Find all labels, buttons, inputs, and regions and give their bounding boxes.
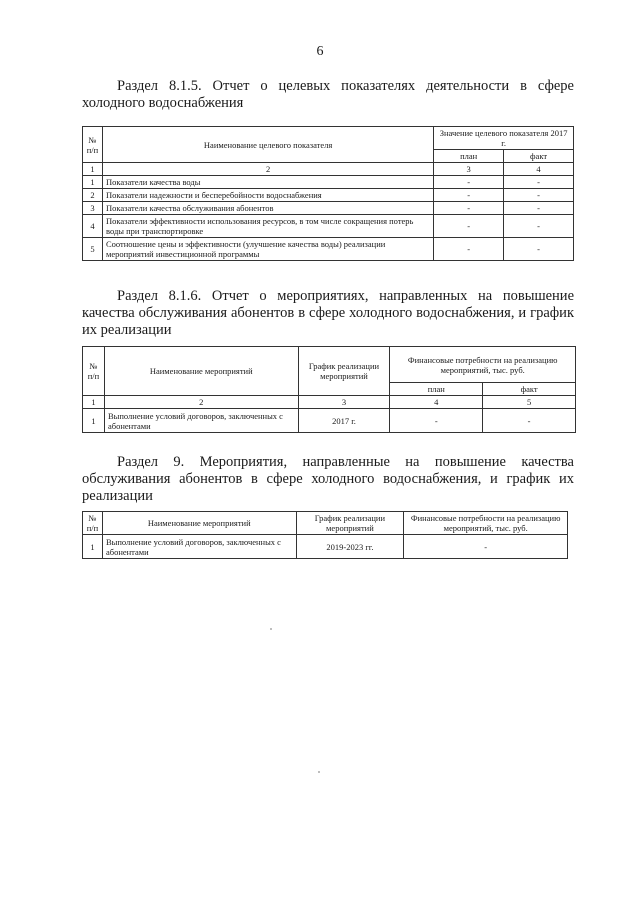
row-name: Выполнение условий договоров, заключенных с абонентами — [104, 409, 298, 433]
col-schedule-header: График реализации мероприятий — [296, 512, 404, 535]
index-cell: 4 — [390, 396, 483, 409]
col-fact-header: факт — [504, 150, 574, 163]
index-row — [83, 396, 576, 409]
row-num: 1 — [83, 409, 105, 433]
heading-line: их реализации — [82, 322, 172, 338]
index-cell: 2 — [102, 163, 433, 176]
row-fact: - — [504, 238, 574, 261]
row-name: Показатели эффективности использования ресурсов, в том числе сокращения потерь воды при транспортировке — [102, 215, 433, 238]
scan-speck — [318, 771, 320, 773]
row-plan: - — [390, 409, 483, 433]
heading-line: реализации — [82, 488, 153, 504]
row-fact: - — [504, 176, 574, 189]
service-quality-schedule-table — [82, 511, 568, 559]
row-schedule: 2019-2023 гг. — [296, 535, 404, 559]
col-plan-header: план — [434, 150, 504, 163]
col-name-header: Наименование целевого показателя — [102, 127, 433, 163]
col-schedule-header: График реализации мероприятий — [298, 347, 390, 396]
row-plan: - — [434, 202, 504, 215]
row-num: 4 — [83, 215, 103, 238]
row-num: 2 — [83, 189, 103, 202]
row-fact: - — [504, 202, 574, 215]
row-schedule: 2017 г. — [298, 409, 390, 433]
index-cell: 3 — [298, 396, 390, 409]
index-cell: 1 — [83, 163, 103, 176]
col-num-header: № п/п — [83, 127, 103, 163]
row-name: Выполнение условий договоров, заключенных с абонентами — [102, 535, 296, 559]
col-plan-header: план — [390, 383, 483, 396]
index-cell: 2 — [104, 396, 298, 409]
heading-line: Раздел 9. Мероприятия, направленные на повышение качества — [117, 454, 574, 470]
heading-line: обслуживания абонентов в сфере холодного водоснабжения, и график их — [82, 471, 574, 487]
row-num: 1 — [83, 535, 103, 559]
row-num: 1 — [83, 176, 103, 189]
row-fact: - — [483, 409, 576, 433]
heading-line: Раздел 8.1.6. Отчет о мероприятиях, направленных на повышение — [117, 288, 574, 304]
row-num: 3 — [83, 202, 103, 215]
row-name: Показатели качества воды — [102, 176, 433, 189]
row-plan: - — [434, 176, 504, 189]
index-cell: 5 — [483, 396, 576, 409]
col-num-header: № п/п — [83, 512, 103, 535]
index-cell: 3 — [434, 163, 504, 176]
table-row — [83, 238, 574, 261]
heading-line: качества обслуживания абонентов в сфере холодного водоснабжения, и график — [82, 305, 574, 321]
row-name: Соотношение цены и эффективности (улучшение качества воды) реализации мероприятий инвестиционной программы — [102, 238, 433, 261]
section-8-1-5-heading — [82, 78, 574, 112]
index-cell: 1 — [83, 396, 105, 409]
index-row — [83, 163, 574, 176]
table-row — [83, 189, 574, 202]
row-plan: - — [434, 215, 504, 238]
row-name: Показатели качества обслуживания абонентов — [102, 202, 433, 215]
row-fact: - — [504, 215, 574, 238]
col-finance-header: Финансовые потребности на реализацию мероприятий, тыс. руб. — [390, 347, 576, 383]
col-num-header: № п/п — [83, 347, 105, 396]
col-fact-header: факт — [483, 383, 576, 396]
table-row — [83, 176, 574, 189]
row-finance: - — [404, 535, 568, 559]
section-9-heading — [82, 454, 574, 505]
row-name: Показатели надежности и бесперебойности водоснабжения — [102, 189, 433, 202]
row-fact: - — [504, 189, 574, 202]
service-quality-measures-table — [82, 346, 576, 433]
heading-line: Раздел 8.1.5. Отчет о целевых показателях деятельности в сфере — [117, 78, 574, 94]
scan-speck — [270, 628, 272, 630]
row-plan: - — [434, 238, 504, 261]
col-name-header: Наименование мероприятий — [102, 512, 296, 535]
table-row — [83, 535, 568, 559]
table-row — [83, 202, 574, 215]
row-plan: - — [434, 189, 504, 202]
col-name-header: Наименование мероприятий — [104, 347, 298, 396]
row-num: 5 — [83, 238, 103, 261]
table-row — [83, 409, 576, 433]
page-number: 6 — [316, 44, 324, 59]
index-cell: 4 — [504, 163, 574, 176]
col-value-header: Значение целевого показателя 2017 г. — [434, 127, 574, 150]
target-indicators-table — [82, 126, 574, 261]
col-finance-header: Финансовые потребности на реализацию мероприятий, тыс. руб. — [404, 512, 568, 535]
section-8-1-6-heading — [82, 288, 574, 339]
table-row — [83, 215, 574, 238]
heading-line: холодного водоснабжения — [82, 95, 244, 111]
